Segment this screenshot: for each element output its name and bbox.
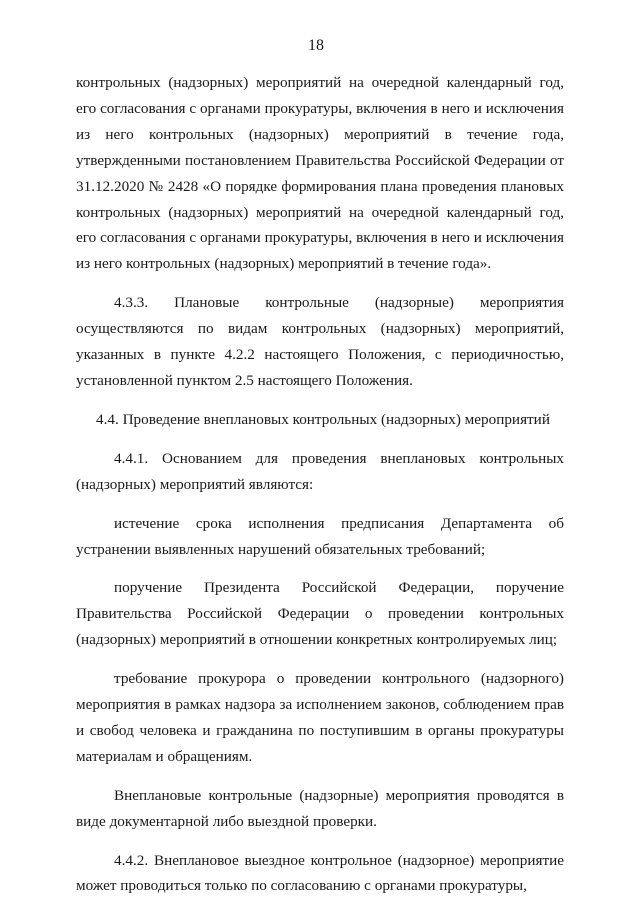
paragraph-4-4-2: 4.4.2. Внеплановое выездное контрольное (надзорное) мероприятие может проводиться только по согласованию с органами прокуратуры, bbox=[76, 851, 564, 895]
paragraph-4-4-1: 4.4.1. Основанием для проведения внеплановых контрольных (надзорных) мероприятий являются: bbox=[76, 449, 564, 493]
list-item-instruction: поручение Президента Российской Федерации, поручение Правительства Российской Федерации о проведении контрольных (надзорных) мероприятий в отношении конкретных контролируемых лиц; bbox=[76, 579, 564, 649]
paragraph-continuation: контрольных (надзорных) мероприятий на очередной календарный год, его согласования с органами прокуратуры, включения в него и исключения из него контрольных (надзорных) мероприятий в течение года, утвержденными постановлением Правительства Российской Федерации от 31.12.2020 № 2428 «О порядке формирования плана проведения плановых контрольных (надзорных) мероприятий на очередной календарный год, его согласования с органами прокуратуры, включения в него и исключения из него контрольных (надзорных) мероприятий в течение года». bbox=[76, 74, 564, 273]
paragraph-unscheduled-forms: Внеплановые контрольные (надзорные) мероприятия проводятся в виде документарной либо выездной проверки. bbox=[76, 786, 564, 830]
section-heading-4-4: 4.4. Проведение внеплановых контрольных (надзорных) мероприятий bbox=[96, 410, 550, 428]
document-body bbox=[76, 70, 564, 899]
list-item-prescription: истечение срока исполнения предписания Департамента об устранении выявленных нарушений обязательных требований; bbox=[76, 514, 564, 558]
page-number: 18 bbox=[308, 37, 324, 54]
paragraph-4-3-3: 4.3.3. Плановые контрольные (надзорные) мероприятия осуществляются по видам контрольных (надзорных) мероприятий, указанных в пункте 4.2.2 настоящего Положения, с периодичностью, установленной пунктом 2.5 настоящего Положения. bbox=[76, 294, 564, 389]
list-item-prosecutor-request: требование прокурора о проведении контрольного (надзорного) мероприятия в рамках надзора за исполнением законов, соблюдением прав и свобод человека и гражданина по поступившим в органы прокуратуры материалам и обращениям. bbox=[76, 670, 564, 765]
